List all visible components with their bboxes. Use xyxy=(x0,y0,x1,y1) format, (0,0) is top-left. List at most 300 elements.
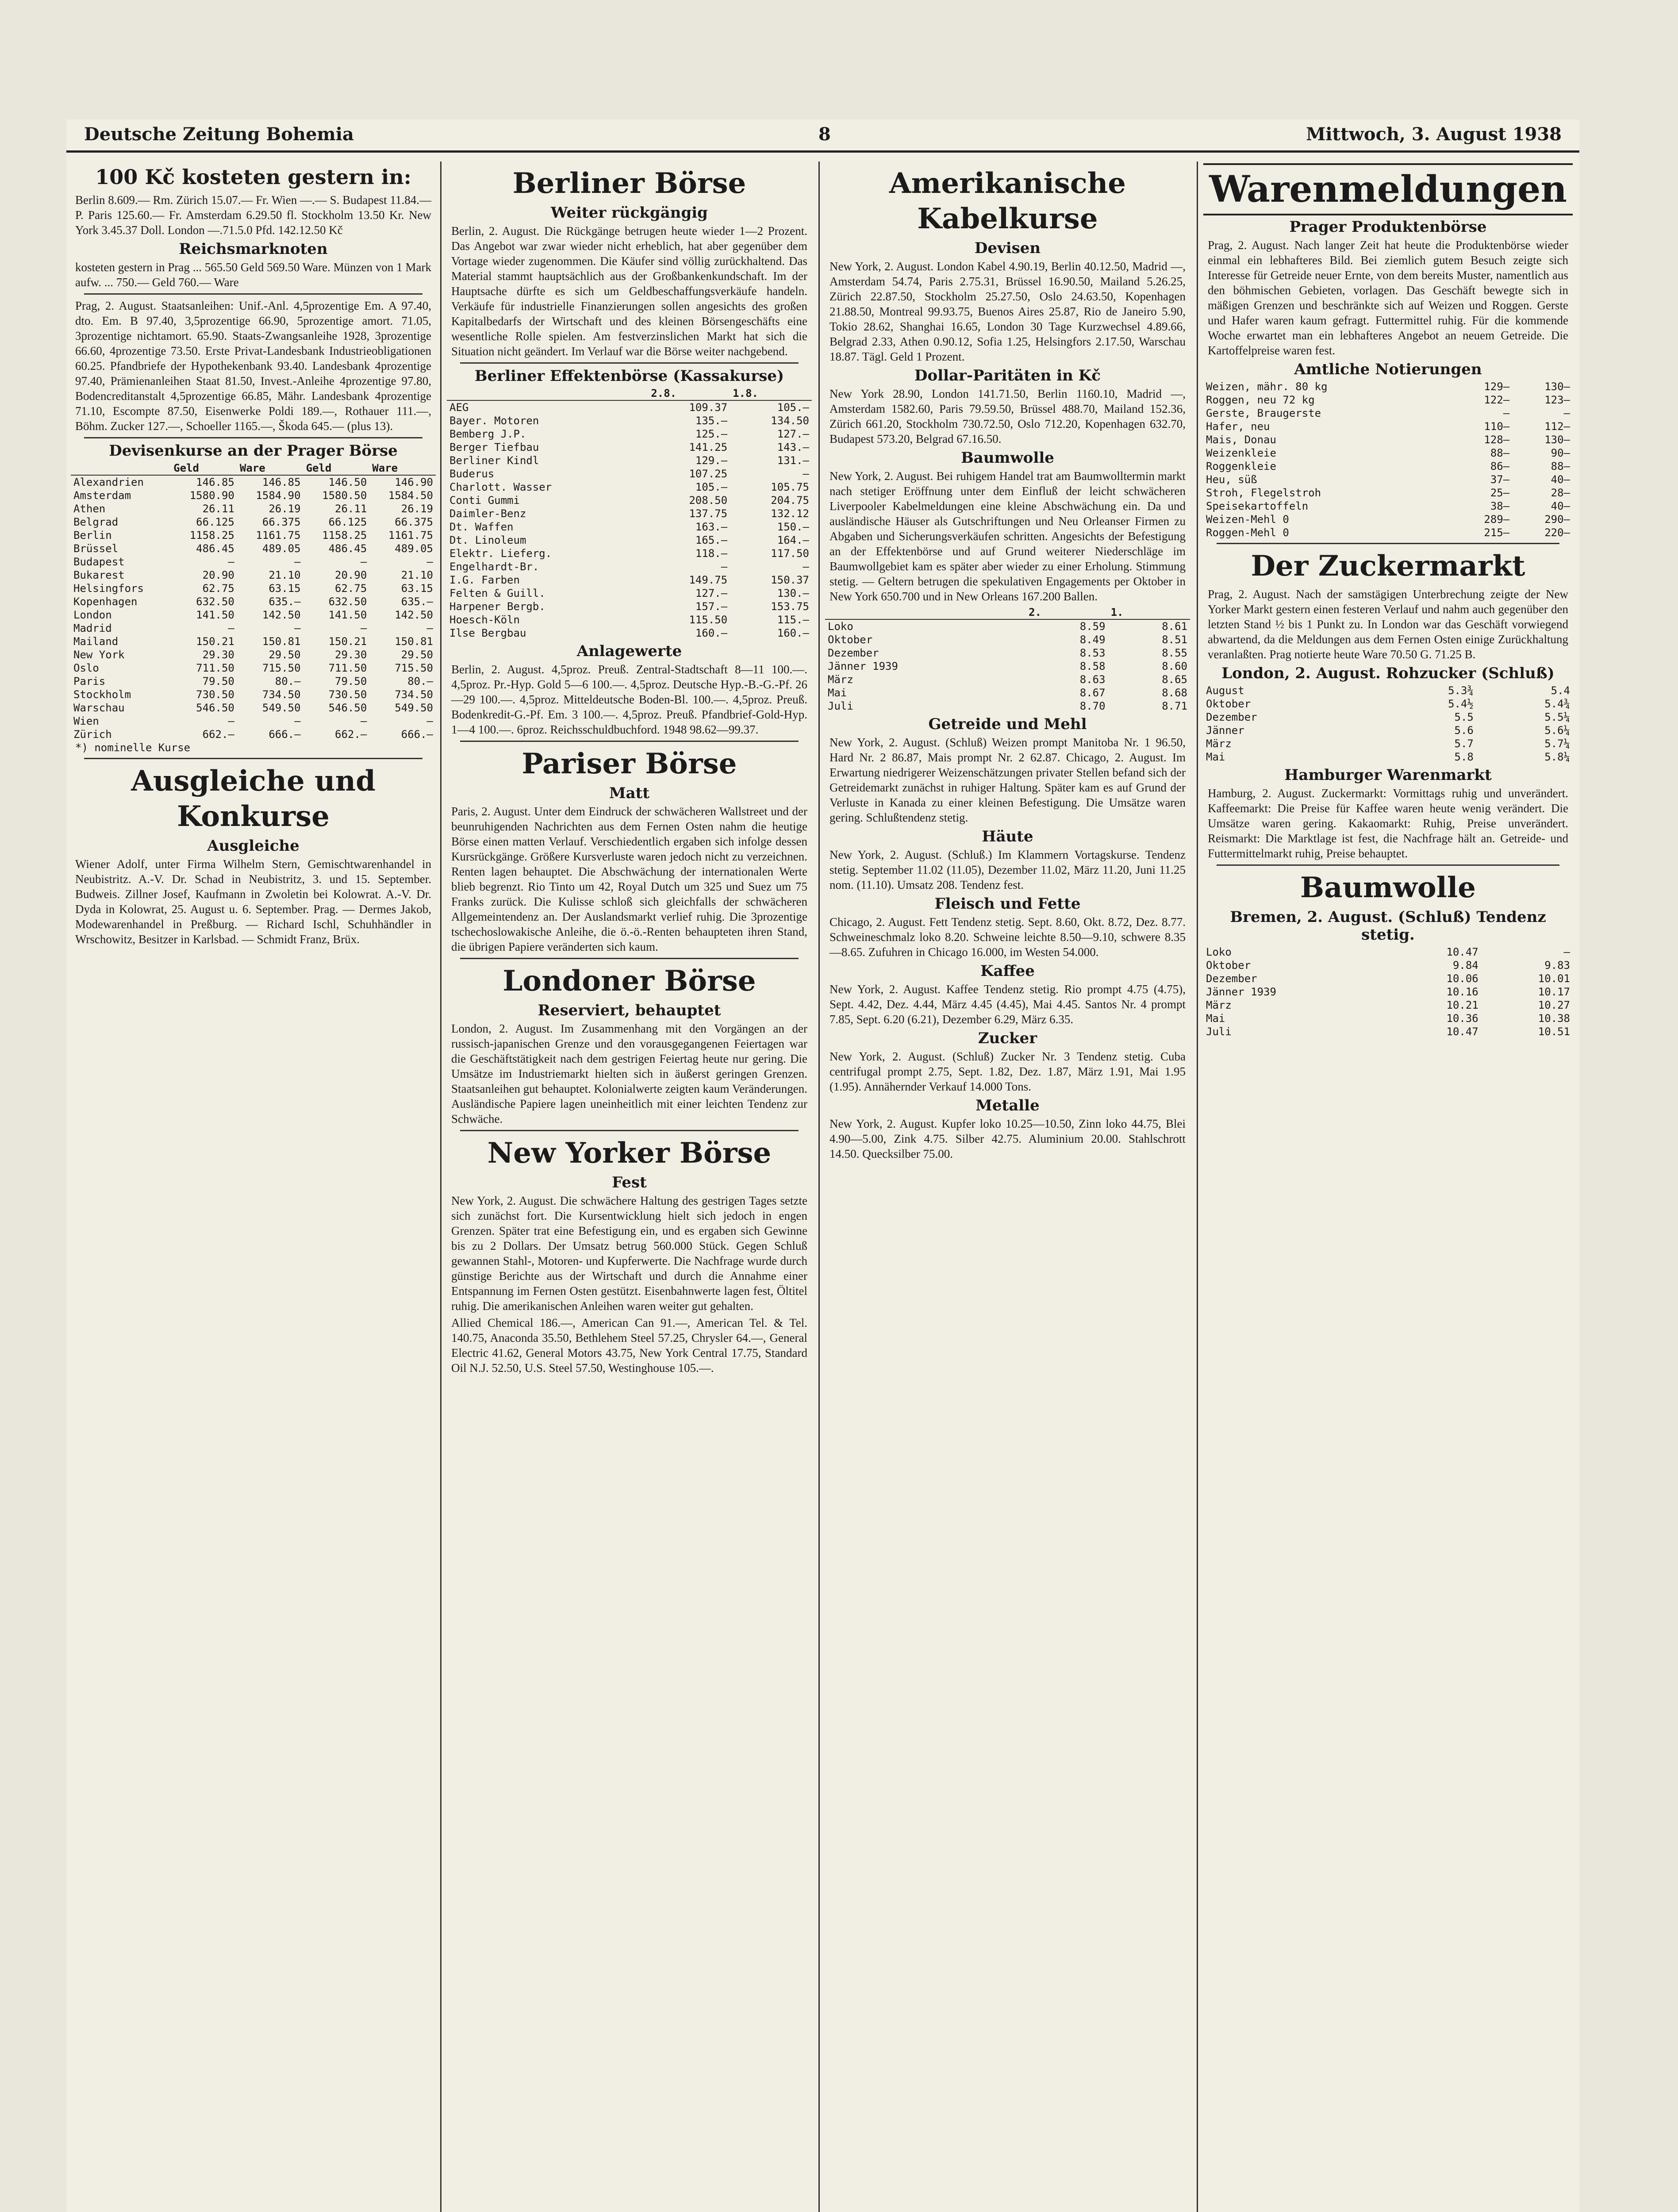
haeute-title: Häute xyxy=(982,828,1033,845)
table-cell: 141.25 xyxy=(689,441,728,453)
row-label: Dt. Linoleum xyxy=(449,534,526,546)
table-cell: 146.85 xyxy=(196,476,234,488)
table-row xyxy=(71,701,436,714)
table-cell: 21.10 xyxy=(269,569,301,581)
table-row xyxy=(447,400,812,414)
zucker-title: Zucker xyxy=(978,1029,1037,1047)
row-label: I.G. Farben xyxy=(449,574,520,586)
table-cell: 549.50 xyxy=(395,702,433,714)
table-cell: 5.7 xyxy=(1454,737,1474,750)
table-cell: 10.27 xyxy=(1538,999,1570,1011)
table-cell: 134.50 xyxy=(771,415,809,427)
table-row xyxy=(1203,499,1573,513)
table-row xyxy=(71,568,436,582)
newyork-subtitle: Fest xyxy=(612,1174,647,1191)
table-row xyxy=(447,613,812,626)
table-row xyxy=(71,515,436,529)
row-label: Buderus xyxy=(449,468,495,480)
table-cell: 132.12 xyxy=(771,507,809,520)
newspaper-page xyxy=(66,119,1579,2212)
table-cell: 486.45 xyxy=(328,542,367,555)
produkten-text: Prag, 2. August. Nach langer Zeit hat heute die Produktenbörse wieder einmal ein lebhafteres Bild. Bei ziemlich gutem Besuch zeigte sich Interesse für Getreide neuer Ernte, von dem bereits Muster, namentlich aus den böhmischen Gebieten, vorlagen. Das Geschäft bewegte sich in mäßigen Grenzen und beschränkte sich auf Weizen und Roggen. Gerste und Hafer waren kaum gefragt. Futtermittel ruhig. Für die kommende Woche erwartet man ein lebhafteres Angebot an neuem Getreide. Die Kartoffelpreise waren fest. xyxy=(1208,238,1568,357)
table-cell: 62.75 xyxy=(202,582,234,595)
table-row xyxy=(1203,1025,1573,1038)
table-cell: 150.37 xyxy=(771,574,809,586)
divider xyxy=(84,758,422,759)
table-cell: 489.05 xyxy=(395,542,433,555)
table-cell: 107.25 xyxy=(689,468,728,480)
ausgleiche-title: Ausgleiche und Konkurse xyxy=(131,764,376,833)
table-cell: 149.75 xyxy=(689,574,728,586)
table-cell: 135.— xyxy=(695,415,728,427)
table-cell: 131.— xyxy=(777,454,809,467)
baumwolle-title: Baumwolle xyxy=(961,449,1054,467)
table-cell: 143.— xyxy=(777,441,809,453)
bremen-table xyxy=(1203,945,1573,1038)
table-row xyxy=(447,600,812,613)
table-row xyxy=(71,475,436,489)
table-cell: 666.— xyxy=(401,728,433,741)
paris-text: Paris, 2. August. Unter dem Eindruck der schwächeren Wallstreet und der beunruhigenden Nachrichten aus dem Fernen Osten nahm die heutige Börse einen matten Verlauf. Verschiedentlich ergaben sich infolge dessen Kursrückgänge. Größere Kursverluste waren jedoch nicht zu verzeichnen. Renten lagen behauptet. Die Abschwächung der internationalen Werte blieb begrenzt. Rio Tinto um 42, Royal Dutch um 325 und Suez um 75 Franks zurück. Die Kulisse schloß sich gleichfalls der schwächeren Allgemeintendenz an. Der Auslandsmarkt verlief ruhig. Die 3prozentige tschechoslowakische Anleihe, die ö.-ö.-Renten behaupteten ihren Stand, die übrigen Papiere veränderten sich kaum. xyxy=(451,805,807,953)
table-cell: 90— xyxy=(1551,447,1570,459)
row-label: Elektr. Lieferg. xyxy=(449,547,552,560)
devisen-note: *) nominelle Kurse xyxy=(75,741,191,754)
london-title: Londoner Börse xyxy=(503,964,756,998)
divider xyxy=(1217,864,1559,866)
row-label: Weizen, mähr. 80 kg xyxy=(1206,380,1328,393)
devisen-table xyxy=(71,461,436,741)
row-label: Wien xyxy=(73,715,99,727)
table-cell: 204.75 xyxy=(771,494,809,507)
table-row xyxy=(1203,972,1573,985)
row-label: Ilse Bergbau xyxy=(449,627,526,639)
table-row xyxy=(825,633,1190,646)
berlin-subtitle: Weiter rückgängig xyxy=(551,204,708,222)
table-cell: 715.50 xyxy=(395,662,433,674)
table-cell: — xyxy=(294,715,301,727)
table-header: 1. xyxy=(1108,606,1190,619)
table-cell: 8.71 xyxy=(1162,700,1187,712)
row-label: Mailand xyxy=(73,635,119,648)
table-row xyxy=(71,555,436,568)
hamburg-title: Hamburger Warenmarkt xyxy=(1284,766,1492,784)
table-row xyxy=(71,714,436,728)
table-cell: — xyxy=(1563,946,1570,958)
table-cell: 66.375 xyxy=(395,516,433,528)
table-cell: 88— xyxy=(1551,460,1570,472)
table-header xyxy=(447,387,648,400)
row-label: März xyxy=(1206,999,1232,1011)
table-row xyxy=(71,675,436,688)
zuckermarkt-text: Prag, 2. August. Nach der samstägigen Unterbrechung zeigte der New Yorker Markt gestern einen festeren Verlauf und nahm auch gegenüber den letzten Stand ½ bis 1 Punkt zu. In London war das Geschäft vorwiegend abwartend, da die Meldungen aus dem Fernen Osten einige Zurückhaltung veranlaßten. Prag notierte heute Ware 70.50 G. 71.25 B. xyxy=(1208,588,1568,661)
table-cell: 10.01 xyxy=(1538,972,1570,985)
table-row xyxy=(1203,473,1573,486)
row-label: Weizenkleie xyxy=(1206,447,1276,459)
table-cell: 150.81 xyxy=(262,635,301,648)
cotton-table xyxy=(825,606,1190,713)
row-label: Oktober xyxy=(1206,959,1251,972)
table-cell: 208.50 xyxy=(689,494,728,507)
table-cell: 1158.25 xyxy=(189,529,234,541)
row-label: Juli xyxy=(1206,1025,1232,1038)
table-cell: 662.— xyxy=(202,728,234,741)
table-row xyxy=(447,454,812,467)
table-row xyxy=(825,686,1190,699)
divider xyxy=(460,741,799,742)
table-header: Ware xyxy=(369,461,436,475)
table-cell: 290— xyxy=(1544,513,1570,526)
table-cell: 79.50 xyxy=(335,675,367,687)
table-cell: 163.— xyxy=(695,521,728,533)
kabel-subtitle: Devisen xyxy=(974,239,1041,257)
table-row xyxy=(71,502,436,515)
table-cell: 1161.75 xyxy=(256,529,301,541)
issue-date: Mittwoch, 3. August 1938 xyxy=(1306,124,1562,145)
table-cell: 20.90 xyxy=(335,569,367,581)
table-cell: 10.51 xyxy=(1538,1025,1570,1038)
effekten-title: Berliner Effektenbörse (Kassakurse) xyxy=(474,367,784,385)
table-cell: 1580.90 xyxy=(189,489,234,502)
table-cell: 10.47 xyxy=(1446,946,1478,958)
table-cell: 1161.75 xyxy=(388,529,433,541)
table-cell: — xyxy=(360,556,367,568)
table-row xyxy=(1203,985,1573,998)
row-label: Speisekartoffeln xyxy=(1206,500,1309,512)
row-label: Bayer. Motoren xyxy=(449,415,539,427)
fleisch-title: Fleisch und Fette xyxy=(934,895,1081,913)
table-cell: 137.75 xyxy=(689,507,728,520)
table-cell: 127.— xyxy=(777,428,809,440)
london-subtitle: Reserviert, behauptet xyxy=(538,1002,721,1019)
divider xyxy=(1217,543,1559,544)
table-row xyxy=(71,582,436,595)
table-row xyxy=(825,699,1190,713)
row-label: März xyxy=(1206,737,1232,750)
table-cell: 546.50 xyxy=(196,702,234,714)
effekten-table xyxy=(447,387,812,640)
table-row xyxy=(447,547,812,560)
table-cell: 289— xyxy=(1484,513,1510,526)
table-cell: 141.50 xyxy=(196,609,234,621)
row-label: Mai xyxy=(1206,1012,1225,1025)
table-row xyxy=(71,542,436,555)
table-cell: 115.50 xyxy=(689,614,728,626)
row-label: Athen xyxy=(73,503,106,515)
dollar-title: Dollar-Paritäten in Kč xyxy=(914,367,1101,384)
table-cell: 5.4½ xyxy=(1448,698,1474,710)
row-label: Roggen, neu 72 kg xyxy=(1206,394,1315,406)
table-cell: 118.— xyxy=(695,547,728,560)
row-label: August xyxy=(1206,684,1244,697)
table-cell: 549.50 xyxy=(262,702,301,714)
row-label: Helsingfors xyxy=(73,582,144,595)
paris-title: Pariser Börse xyxy=(522,747,737,780)
column-4 xyxy=(1203,161,1573,2212)
table-cell: 125.— xyxy=(695,428,728,440)
table-row xyxy=(1203,959,1573,972)
table-cell: 105.75 xyxy=(771,481,809,493)
table-cell: 220— xyxy=(1544,526,1570,539)
column-divider xyxy=(440,161,442,2212)
table-row xyxy=(1203,407,1573,420)
table-cell: 157.— xyxy=(695,600,728,613)
table-cell: 8.60 xyxy=(1162,660,1187,672)
page-number: 8 xyxy=(818,124,831,145)
table-cell: 123— xyxy=(1544,394,1570,406)
table-cell: 150.21 xyxy=(196,635,234,648)
row-label: Dezember xyxy=(1206,972,1257,985)
table-cell: 632.50 xyxy=(196,595,234,608)
row-label: Zürich xyxy=(73,728,112,741)
header-rule xyxy=(66,150,1579,153)
table-row xyxy=(71,595,436,608)
table-cell: — xyxy=(803,561,809,573)
row-label: Juli xyxy=(828,700,853,712)
table-cell: — xyxy=(228,622,234,634)
table-cell: 5.3¾ xyxy=(1448,684,1474,697)
row-label: Budapest xyxy=(73,556,125,568)
table-cell: 160.— xyxy=(695,627,728,639)
table-cell: 150.21 xyxy=(328,635,367,648)
table-cell: 142.50 xyxy=(262,609,301,621)
table-row xyxy=(447,494,812,507)
table-cell: 5.6 xyxy=(1454,724,1474,737)
table-cell: 5.7¼ xyxy=(1544,737,1570,750)
table-cell: 1584.90 xyxy=(256,489,301,502)
table-cell: 5.6¼ xyxy=(1544,724,1570,737)
table-header xyxy=(71,461,171,475)
table-header: Geld xyxy=(303,461,370,475)
table-header: 1.8. xyxy=(730,387,812,400)
table-row xyxy=(71,489,436,502)
table-cell: 110— xyxy=(1484,420,1510,433)
table-cell: 37— xyxy=(1490,473,1510,486)
row-label: Hoesch-Köln xyxy=(449,614,520,626)
table-header: 2. xyxy=(1026,606,1108,619)
table-cell: 150.— xyxy=(777,521,809,533)
table-cell: 20.90 xyxy=(202,569,234,581)
table-cell: 105.— xyxy=(695,481,728,493)
table-cell: 8.61 xyxy=(1162,620,1187,633)
exchange-headline: 100 Kč kosteten gestern in: xyxy=(95,165,411,189)
table-cell: 711.50 xyxy=(328,662,367,674)
table-cell: 141.50 xyxy=(328,609,367,621)
table-row xyxy=(447,520,812,534)
table-cell: 9.84 xyxy=(1452,959,1478,972)
row-label: Loko xyxy=(1206,946,1232,958)
newyork-text: New York, 2. August. Die schwächere Haltung des gestrigen Tages setzte sich zunächst fort. Die Kursentwicklung hielt sich jedoch in engen Grenzen. Später trat eine Befestigung ein, und es ergaben sich Gewinne bis zu 2 Dollars. Der Umsatz betrug 560.000 Stück. Gegen Schluß gewannen Stahl-, Motoren- und Kupferwerte. Die Nachfrage wurde durch günstige Berichte aus der Wirtschaft und durch die Annahme einer Entspannung im Fernen Osten gestützt. Eisenbahnwerte lagen fest, Öltitel ruhig. Die amerikanischen Anleihen waren weiter gut gehalten. xyxy=(451,1194,807,1313)
table-cell: — xyxy=(426,622,433,634)
paris-subtitle: Matt xyxy=(609,784,650,802)
table-cell: 115.— xyxy=(777,614,809,626)
table-cell: 109.37 xyxy=(689,401,728,414)
table-row xyxy=(825,673,1190,686)
table-cell: 1584.50 xyxy=(388,489,433,502)
table-header xyxy=(825,606,1026,619)
table-row xyxy=(1203,526,1573,539)
table-cell: 66.125 xyxy=(196,516,234,528)
table-cell: 66.125 xyxy=(328,516,367,528)
produkten-title: Prager Produktenbörse xyxy=(1289,218,1487,236)
london-sugar-title: London, 2. August. Rohzucker (Schluß) xyxy=(1221,664,1555,682)
row-label: Felten & Guill. xyxy=(449,587,545,599)
hamburg-text: Hamburg, 2. August. Zuckermarkt: Vormittags ruhig und unverändert. Kaffeemarkt: Die Preise für Kaffee waren heute wenig verändert. Die Umsätze waren gering. Kakaomarkt: Ruhig, Preise unverändert. Reismarkt: Die Marktlage ist fest, die Nachfrage hält an. Getreide- und Futtermittelmarkt ruhig, Preise behauptet. xyxy=(1208,787,1568,860)
table-row xyxy=(71,622,436,635)
table-cell: 146.90 xyxy=(395,476,433,488)
table-cell: 130— xyxy=(1544,434,1570,446)
table-cell: 86— xyxy=(1490,460,1510,472)
table-cell: 734.50 xyxy=(262,688,301,701)
table-cell: 632.50 xyxy=(328,595,367,608)
row-label: Loko xyxy=(828,620,853,633)
exchange-intro: Berlin 8.609.— Rm. Zürich 15.07.— Fr. Wien —.— S. Budapest 11.84.— P. Paris 125.60.— Fr. Amsterdam 6.29.50 fl. Stockholm 13.50 Kr. New York 3.45.37 Doll. London —.71.5.0 Pfd. 142.12.50 Kč xyxy=(75,193,431,237)
row-label: Charlott. Wasser xyxy=(449,481,552,493)
table-row xyxy=(1203,737,1573,750)
row-label: Stockholm xyxy=(73,688,131,701)
kabel-title: Amerikanische Kabelkurse xyxy=(889,167,1126,235)
table-row xyxy=(1203,697,1573,710)
row-label: Mai xyxy=(828,687,847,699)
table-cell: — xyxy=(294,556,301,568)
table-cell: — xyxy=(426,556,433,568)
berlin-title: Berliner Börse xyxy=(512,167,746,200)
row-label: Stroh, Flegelstroh xyxy=(1206,487,1321,499)
table-cell: 25— xyxy=(1490,487,1510,499)
divider xyxy=(84,293,422,295)
table-cell: 63.15 xyxy=(269,582,301,595)
kaffee-text: New York, 2. August. Kaffee Tendenz stetig. Rio prompt 4.75 (4.75), Sept. 4.42, Dez. 4.44, März 4.45 (4.45), Mai 4.45. Santos Nr. 4 prompt 7.85, Sept. 6.20 (6.21), Dezember 6.29, März 6.35. xyxy=(829,983,1186,1026)
table-row xyxy=(447,587,812,600)
row-label: Weizen-Mehl 0 xyxy=(1206,513,1289,526)
table-row xyxy=(1203,446,1573,460)
row-label: London xyxy=(73,609,112,621)
table-cell: 8.63 xyxy=(1079,673,1106,686)
table-cell: 8.58 xyxy=(1079,660,1106,672)
table-cell: 29.50 xyxy=(401,649,433,661)
row-label: Jänner 1939 xyxy=(828,660,898,672)
row-label: Jänner 1939 xyxy=(1206,986,1276,998)
row-label: Brüssel xyxy=(73,542,119,555)
table-row xyxy=(1203,724,1573,737)
masthead-title: Deutsche Zeitung Bohemia xyxy=(84,124,354,145)
kaffee-title: Kaffee xyxy=(980,962,1035,980)
table-row xyxy=(447,560,812,573)
table-cell: — xyxy=(360,715,367,727)
table-cell: 40— xyxy=(1551,473,1570,486)
kabel-text: New York, 2. August. London Kabel 4.90.19, Berlin 40.12.50, Madrid —, Amsterdam 54.74, Paris 2.75.31, Brüssel 16.90.50, Mailand 5.26.25, Zürich 22.87.50, Stockholm 25.27.50, Oslo 24.63.50, Kopenhagen 21.88.50, Montreal 99.93.75, Buenos Aires 25.87, Rio de Janeiro 5.90, Tokio 28.62, Shanghai 16.65, London 30 Tage Kurzwechsel 4.89.66, Belgrad 2.33, Athen 0.90.12, Sofia 1.25, Helsingfors 2.17.50, Warschau 18.87. Tägl. Geld 1 Prozent. xyxy=(829,260,1186,363)
table-cell: 730.50 xyxy=(196,688,234,701)
table-row xyxy=(447,480,812,494)
row-label: Bukarest xyxy=(73,569,125,581)
table-cell: 635.— xyxy=(401,595,433,608)
table-row xyxy=(447,441,812,454)
staatsanleihen-text: Prag, 2. August. Staatsanleihen: Unif.-Anl. 4,5prozentige Em. A 97.40, dto. Em. B 97.40, 3,5prozentige 66.90, 5prozentige amort. 71.05, 3prozentige nichtamort. 65.90. Staats-Zwangsanleihe 1928, 3prozentige 66.60, 4prozentige 73.50. Erste Privat-Landesbank Industrieobligationen 60.25. Pfandbriefe der Hypothekenbank 93.40. Landesbank 4prozentige 97.40, Prämienanleihen Staat 81.50, Invest.-Anleihe 4prozentige 97.80, Bodencreditanstalt 4,5prozentige 66.85, Mähr. Landesbank 4prozentige 71.10, Escompte 87.50, Eisenwerke Poldi 189.—, Rothauer 111.—, Böhm. Zucker 127.—, Schoeller 1165.—, Škoda 645.— (plus 13). xyxy=(75,299,431,433)
table-cell: — xyxy=(360,622,367,634)
table-cell: — xyxy=(426,715,433,727)
table-cell: 734.50 xyxy=(395,688,433,701)
table-row xyxy=(825,619,1190,633)
table-cell: 26.19 xyxy=(269,503,301,515)
table-cell: 80.— xyxy=(275,675,301,687)
table-cell: — xyxy=(228,715,234,727)
table-row xyxy=(1203,750,1573,764)
table-cell: 8.55 xyxy=(1162,647,1187,659)
row-label: Madrid xyxy=(73,622,112,634)
row-label: Berliner Kindl xyxy=(449,454,539,467)
dollar-text: New York 28.90, London 141.71.50, Berlin 1160.10, Madrid —, Amsterdam 1582.60, Paris 79.59.50, Brüssel 488.70, Mailand 152.36, Zürich 661.20, Stockholm 730.72.50, Oslo 712.20, Kopenhagen 632.70, Budapest 573.20, Belgrad 67.16.50. xyxy=(829,387,1186,445)
row-label: Paris xyxy=(73,675,106,687)
table-row xyxy=(825,660,1190,673)
table-row xyxy=(447,573,812,587)
row-label: Daimler-Benz xyxy=(449,507,526,520)
table-row xyxy=(71,688,436,701)
table-cell: — xyxy=(721,561,728,573)
table-cell: 662.— xyxy=(335,728,367,741)
table-row xyxy=(1203,513,1573,526)
table-cell: 8.49 xyxy=(1079,634,1106,646)
row-label: Roggen-Mehl 0 xyxy=(1206,526,1289,539)
table-cell: 150.81 xyxy=(395,635,433,648)
column-divider xyxy=(1197,161,1198,2212)
table-cell: 29.30 xyxy=(202,649,234,661)
reichsmark-title: Reichsmarknoten xyxy=(179,240,328,258)
table-cell: 489.05 xyxy=(262,542,301,555)
table-cell: — xyxy=(1563,407,1570,419)
table-cell: 10.06 xyxy=(1446,972,1478,985)
row-label: Engelhardt-Br. xyxy=(449,561,539,573)
table-cell: — xyxy=(294,622,301,634)
fleisch-text: Chicago, 2. August. Fett Tendenz stetig. Sept. 8.60, Okt. 8.72, Dez. 8.77. Schweineschmalz loko 8.20. Schweine leichte 8.50—9.10, schwere 8.35—8.65. Zufuhren in Chicago 16.000, im Westen 54.000. xyxy=(829,915,1186,959)
table-cell: 486.45 xyxy=(196,542,234,555)
row-label: Dezember xyxy=(828,647,879,659)
table-cell: 130— xyxy=(1544,380,1570,393)
row-label: Mai xyxy=(1206,751,1225,763)
table-cell: 63.15 xyxy=(401,582,433,595)
table-cell: 8.53 xyxy=(1079,647,1106,659)
table-cell: 128— xyxy=(1484,434,1510,446)
ausgleiche-text: Wiener Adolf, unter Firma Wilhelm Stern, Gemischtwarenhandel in Neubistritz. A.-V. Dr. Schad in Neubistritz, 3. und 15. September. Budweis. Zillner Josef, Kaufmann in Zwoletin bei Kolowrat. A.-V. Dr. Dyda in Kolowrat, 25. August u. 6. September. Prag. — Dermes Jakob, Modewarenhandel in Preßburg. — Richard Ischl, Schuhhändler in Wrschowitz, Besitzer in Karlsbad. — Schmidt Franz, Brüx. xyxy=(75,857,431,946)
table-row xyxy=(1203,998,1573,1012)
row-label: Warschau xyxy=(73,702,125,714)
anlage-title: Anlagewerte xyxy=(576,642,682,660)
row-label: Berger Tiefbau xyxy=(449,441,539,453)
table-cell: 165.— xyxy=(695,534,728,546)
table-row xyxy=(71,635,436,648)
table-cell: 129— xyxy=(1484,380,1510,393)
table-cell: 10.38 xyxy=(1538,1012,1570,1025)
baumwolle-bremen-title: Baumwolle xyxy=(1300,871,1476,904)
table-cell: 130.— xyxy=(777,587,809,599)
table-cell: 8.59 xyxy=(1079,620,1106,633)
table-cell: 711.50 xyxy=(196,662,234,674)
table-cell: 5.8 xyxy=(1454,751,1474,763)
table-cell: 10.21 xyxy=(1446,999,1478,1011)
table-cell: 730.50 xyxy=(328,688,367,701)
row-label: Heu, süß xyxy=(1206,473,1257,486)
table-row xyxy=(1203,380,1573,393)
table-cell: 8.67 xyxy=(1079,687,1106,699)
row-label: Conti Gummi xyxy=(449,494,520,507)
table-cell: 80.— xyxy=(407,675,433,687)
table-cell: 29.50 xyxy=(269,649,301,661)
table-cell: 10.16 xyxy=(1446,986,1478,998)
table-cell: 38— xyxy=(1490,500,1510,512)
divider xyxy=(460,1130,799,1131)
table-row xyxy=(447,467,812,480)
table-row xyxy=(71,608,436,622)
table-cell: 26.11 xyxy=(202,503,234,515)
row-label: Jänner xyxy=(1206,724,1244,737)
